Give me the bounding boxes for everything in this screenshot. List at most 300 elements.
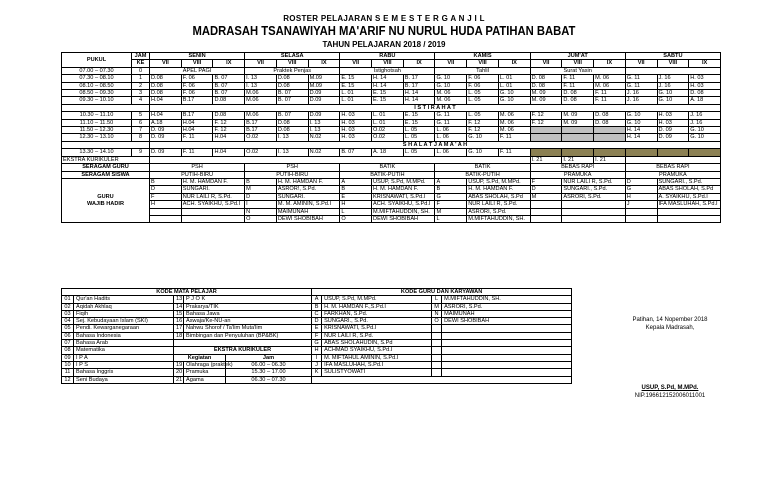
- schedule-cell: G. 11: [625, 82, 657, 89]
- schedule-cell: [530, 134, 562, 141]
- col-jam: JAM: [132, 53, 150, 60]
- table-cell: [62, 141, 150, 148]
- schedule-cell: F. 12: [467, 127, 499, 134]
- schedule-cell: H. 14: [625, 127, 657, 134]
- ekstra-title: EKSTRA KURIKULER: [174, 347, 312, 354]
- table-cell: [562, 149, 594, 156]
- table-row: [62, 361, 572, 368]
- subject-name: Bahasa Inggris: [74, 369, 174, 376]
- schedule-cell: M.06: [245, 112, 277, 119]
- sign-nip: NIP.196612152006011001: [634, 393, 706, 399]
- time-cell: 08.50 – 09.30: [62, 90, 132, 97]
- teacher-name: [181, 208, 244, 215]
- table-row: [62, 369, 572, 376]
- jam-cell: 5: [132, 112, 150, 119]
- subject-code-title: KODE MATA PELAJAR: [62, 289, 312, 296]
- jam-cell: 7: [132, 127, 150, 134]
- schedule-cell: L. 01: [340, 97, 372, 104]
- teacher-name: H. M. HAMDAN F.: [372, 186, 435, 193]
- schedule-cell: D. 08: [689, 90, 721, 97]
- staff-code: O: [432, 318, 442, 325]
- ekstra-head-kegiatan: Kegiatan: [174, 354, 226, 361]
- subject-code: 10: [62, 361, 74, 368]
- schedule-cell: A.18: [150, 119, 182, 126]
- table-cell: [657, 149, 689, 156]
- schedule-cell: D. 08: [530, 75, 562, 82]
- schedule-cell: M. 09: [562, 112, 594, 119]
- class-header: IX: [403, 60, 435, 67]
- jam-cell: 8: [132, 134, 150, 141]
- table-row: [62, 325, 572, 332]
- schedule-cell: D. 08: [594, 119, 626, 126]
- teacher-name: [562, 208, 625, 215]
- schedule-cell: F. 12: [213, 127, 245, 134]
- schedule-cell: D. 08: [562, 97, 594, 104]
- schedule-cell: G. 10: [625, 112, 657, 119]
- time-cell: 12.30 – 13.10: [62, 134, 132, 141]
- schedule-cell: H.04: [213, 134, 245, 141]
- sign-role: Kepala Madrasah,: [645, 325, 695, 331]
- sign-name: USUP, S.Pd, M.MPd.: [641, 385, 699, 391]
- schedule-cell: F. 12: [467, 119, 499, 126]
- uniform-student: PRAMUKA: [625, 171, 720, 178]
- schedule-cell: M. 06: [594, 75, 626, 82]
- uniform-teacher: BATIK: [340, 164, 435, 171]
- subject-name: Qur'an Hadits: [74, 296, 174, 303]
- uniform-teacher-label: SERAGAM GURU: [62, 164, 150, 171]
- schedule-cell: M. 09: [530, 97, 562, 104]
- subject-code: 16: [174, 318, 184, 325]
- special-activity: Istighotsah: [340, 67, 435, 74]
- ekstra-activity: Olahraga (praktek): [184, 361, 226, 368]
- teacher-name: M. M. AMININ, S.Pd.I: [276, 201, 339, 208]
- schedule-cell: M. 06: [498, 127, 530, 134]
- uniform-teacher: BEBAS RAPI: [625, 164, 720, 171]
- ekstra-activity: Agama: [184, 376, 226, 383]
- ekstra-label: EKSTRA KURIKULER: [62, 156, 150, 163]
- subject-code: 15: [174, 310, 184, 317]
- teacher-code: F: [435, 201, 467, 208]
- staff-name: [442, 347, 572, 354]
- roster-title: ROSTER PELAJARAN S E M E S T E R G A N J I L: [283, 14, 485, 23]
- schedule-cell: H.04: [181, 119, 213, 126]
- schedule-cell: H. 14: [403, 90, 435, 97]
- special-activity: APEL PAGI: [150, 67, 245, 74]
- schedule-cell: H. 03: [340, 112, 372, 119]
- schedule-cell: H. 03: [340, 127, 372, 134]
- schedule-cell: D.09: [308, 112, 340, 119]
- time-cell: 08.10 – 08.50: [62, 82, 132, 89]
- subject-name: Fiqih: [74, 310, 174, 317]
- teacher-code: O: [245, 215, 277, 222]
- teacher-code: B: [245, 178, 277, 185]
- schedule-cell: H. 03: [657, 119, 689, 126]
- table-row: [62, 318, 572, 325]
- schedule-cell: L. 06: [435, 149, 467, 156]
- class-header: IX: [498, 60, 530, 67]
- staff-name: ABAS SHOLAHUDIN, S.Pd: [322, 340, 432, 347]
- uniform-teacher: PSH: [245, 164, 340, 171]
- teacher-code: F: [150, 193, 182, 200]
- teacher-code: H: [340, 201, 372, 208]
- staff-code: [432, 340, 442, 347]
- table-row: [62, 149, 721, 156]
- staff-code: H: [312, 347, 322, 354]
- schedule-cell: N.02: [308, 149, 340, 156]
- table-cell: [530, 149, 562, 156]
- table-cell: [625, 156, 720, 163]
- class-header: VII: [435, 60, 467, 67]
- teacher-name: A. SYAIKHU, S.Pd.I: [657, 193, 721, 200]
- staff-code: B: [312, 303, 322, 310]
- subject-code: 14: [174, 303, 184, 310]
- teacher-name: USUP, S.Pd, M.MPd.: [467, 178, 530, 185]
- schedule-cell: M. 06: [498, 112, 530, 119]
- table-row: [62, 90, 721, 97]
- subject-code: 05: [62, 325, 74, 332]
- class-header: VIII: [276, 60, 308, 67]
- class-header: VII: [245, 60, 277, 67]
- teacher-code: D: [150, 186, 182, 193]
- staff-code: E: [312, 325, 322, 332]
- teacher-name: [181, 215, 244, 222]
- subject-code: 07: [62, 340, 74, 347]
- schedule-cell: O.02: [372, 127, 404, 134]
- staff-name: KRISNAWATI, S.Pd.I: [322, 325, 432, 332]
- schedule-cell: H. 03: [340, 119, 372, 126]
- schedule-cell: I. 13: [245, 82, 277, 89]
- teacher-name: ABAS SHOLAH, S.Pd: [467, 193, 530, 200]
- staff-code: [432, 361, 442, 368]
- table-row: [62, 296, 572, 303]
- teacher-name: ASRORI, S.Pd.: [562, 193, 625, 200]
- subject-code: 18: [174, 332, 184, 339]
- schedule-cell: M. 09: [562, 119, 594, 126]
- staff-code-title: KODE GURU DAN KARYAWAN: [312, 289, 572, 296]
- teacher-name: SUNGARI.: [181, 186, 244, 193]
- schedule-cell: B. 07: [276, 97, 308, 104]
- schedule-cell: F. 11: [498, 149, 530, 156]
- teacher-code: [530, 215, 562, 222]
- day-header: SELASA: [245, 53, 340, 60]
- subject-name: Aswaja/Ke-NU-an: [184, 318, 312, 325]
- subject-name: Pendi. Kewarganegaraan: [74, 325, 174, 332]
- table-row: [62, 354, 572, 361]
- schedule-cell: E. 15: [372, 97, 404, 104]
- teacher-code: L: [435, 215, 467, 222]
- ekstra-time: 06.30 – 07.30: [226, 376, 312, 383]
- uniform-student-label: SERAGAM SISWA: [62, 171, 150, 178]
- school-name: MADRASAH TSANAWIYAH MA'ARIF NU NURUL HUDA PATIHAN BABAT: [192, 24, 576, 38]
- schedule-cell: J. 16: [625, 97, 657, 104]
- sign-place-date: Patihan, 14 Nopember 2018: [632, 317, 708, 323]
- schedule-cell: E. 15: [403, 112, 435, 119]
- schedule-cell: D. 09: [657, 127, 689, 134]
- schedule-cell: [562, 134, 594, 141]
- schedule-cell: G. 10: [498, 90, 530, 97]
- subject-name: I P S: [74, 361, 174, 368]
- subject-name: Matematika: [74, 347, 174, 354]
- schedule-cell: M.09: [308, 75, 340, 82]
- ekstra-cell: I. 21: [562, 156, 594, 163]
- subject-code: 01: [62, 296, 74, 303]
- schedule-cell: D. 09: [150, 127, 182, 134]
- subject-code: 08: [62, 347, 74, 354]
- schedule-cell: L. 05: [467, 112, 499, 119]
- table-cell: [625, 149, 657, 156]
- teacher-name: ASROR!, S.Pd.: [276, 186, 339, 193]
- schedule-cell: D.08: [276, 119, 308, 126]
- schedule-cell: B. 07: [276, 112, 308, 119]
- subject-code: 21: [174, 376, 184, 383]
- schedule-cell: D.08: [150, 90, 182, 97]
- table-row: [62, 60, 721, 67]
- teacher-code: [625, 208, 657, 215]
- class-header: IX: [594, 60, 626, 67]
- teacher-name: DEWI SHOBIBAH: [276, 215, 339, 222]
- uniform-student: PUTIH-BIRU: [245, 171, 340, 178]
- schedule-cell: G. 10: [467, 134, 499, 141]
- table-row: [62, 75, 721, 82]
- time-cell: 13.30 – 14.10: [62, 149, 132, 156]
- schedule-cell: M. 06: [594, 82, 626, 89]
- staff-code: N: [432, 310, 442, 317]
- teacher-code: H: [150, 201, 182, 208]
- schedule-cell: B. 07: [213, 82, 245, 89]
- teacher-code: H: [625, 193, 657, 200]
- subject-code: 09: [62, 354, 74, 361]
- staff-name: [442, 361, 572, 368]
- staff-name: [442, 332, 572, 339]
- teacher-code: M: [245, 186, 277, 193]
- teacher-code: E: [340, 193, 372, 200]
- staff-code: L: [432, 296, 442, 303]
- staff-name: [442, 369, 572, 376]
- teacher-code: M: [530, 193, 562, 200]
- schedule-cell: I. 13: [276, 149, 308, 156]
- schedule-cell: H. 03: [657, 112, 689, 119]
- class-header: VII: [150, 60, 182, 67]
- schedule-cell: E. 15: [340, 75, 372, 82]
- class-header: VII: [530, 60, 562, 67]
- teacher-name: [657, 208, 721, 215]
- uniform-student: BATIK-PUTIH: [435, 171, 530, 178]
- schedule-cell: L. 01: [340, 90, 372, 97]
- staff-code: [432, 325, 442, 332]
- schedule-cell: L. 01: [372, 112, 404, 119]
- schedule-cell: L. 06: [435, 127, 467, 134]
- schedule-cell: B.17: [245, 119, 277, 126]
- schedule-cell: D. 08: [562, 90, 594, 97]
- staff-code: J: [312, 361, 322, 368]
- staff-code: I: [312, 354, 322, 361]
- subject-name: Aqidah Akhlaq: [74, 303, 174, 310]
- schedule-cell: O.02: [245, 134, 277, 141]
- table-row: [62, 104, 721, 111]
- time-cell: 10.30 – 11.10: [62, 112, 132, 119]
- table-row: [62, 119, 721, 126]
- subject-code: 03: [62, 310, 74, 317]
- schedule-cell: M.06: [245, 90, 277, 97]
- staff-name: IFA MASLUHAH, S.Pd.I: [322, 361, 432, 368]
- schedule-cell: F. 11: [562, 82, 594, 89]
- table-row: [62, 53, 721, 60]
- day-header: RABU: [340, 53, 435, 60]
- table-cell: [312, 376, 572, 383]
- schedule-cell: B. 07: [340, 149, 372, 156]
- schedule-cell: L. 06: [435, 134, 467, 141]
- staff-code: [432, 332, 442, 339]
- class-header: VII: [625, 60, 657, 67]
- schedule-cell: M. 06: [435, 97, 467, 104]
- table-row: [62, 215, 721, 222]
- teacher-code: A: [340, 178, 372, 185]
- table-row: [62, 171, 721, 178]
- subject-name: Bimbingan dan Penyuluhan (BP&BK): [184, 332, 312, 339]
- schedule-cell: L. 01: [372, 119, 404, 126]
- table-row: [62, 303, 572, 310]
- teacher-code: B: [340, 186, 372, 193]
- subject-code: 11: [62, 369, 74, 376]
- teacher-name: MAIMUNAH: [276, 208, 339, 215]
- staff-code: A: [312, 296, 322, 303]
- schedule-cell: B. 07: [276, 90, 308, 97]
- teacher-name: SUNGARI., S.Pd.: [657, 178, 721, 185]
- schedule-cell: D.08: [276, 127, 308, 134]
- teacher-name: SUNGARI., S.Pd.: [562, 186, 625, 193]
- col-pukul: PUKUL: [62, 53, 132, 68]
- teacher-name: ASRORI, S.Pd.: [467, 208, 530, 215]
- schedule-cell: H. 03: [689, 75, 721, 82]
- schedule-cell: E. 15: [340, 82, 372, 89]
- schedule-cell: F. 11: [181, 149, 213, 156]
- jam-cell: 9: [132, 149, 150, 156]
- schedule-cell: D.08: [150, 82, 182, 89]
- schedule-cell: G. 10: [689, 127, 721, 134]
- table-row: [62, 156, 721, 163]
- teacher-code: B: [150, 178, 182, 185]
- schedule-cell: B. 17: [403, 82, 435, 89]
- subject-name: Sej. Kebudayaan Islam (SKI): [74, 318, 174, 325]
- teacher-code: G: [435, 193, 467, 200]
- subject-name: Seni Budaya: [74, 376, 174, 383]
- jam-cell: 0: [132, 67, 150, 74]
- schedule-cell: I. 13: [276, 134, 308, 141]
- schedule-cell: M. 09: [530, 90, 562, 97]
- subject-name: Bahasa Jawa: [184, 310, 312, 317]
- uniform-student: PRAMUKA: [530, 171, 625, 178]
- schedule-cell: D. 08: [530, 82, 562, 89]
- schedule-cell: G. 10: [657, 90, 689, 97]
- schedule-cell: H.04: [213, 149, 245, 156]
- table-cell: [689, 149, 721, 156]
- schedule-cell: G. 10: [657, 97, 689, 104]
- schedule-cell: F. 11: [181, 134, 213, 141]
- schedule-cell: J. 16: [689, 112, 721, 119]
- subject-code: 20: [174, 369, 184, 376]
- schedule-cell: D.09: [308, 97, 340, 104]
- ekstra-cell: I. 21: [594, 156, 626, 163]
- teacher-code: [530, 201, 562, 208]
- subject-code: 04: [62, 318, 74, 325]
- teacher-code: M: [435, 208, 467, 215]
- uniform-teacher: BEBAS RAPI: [530, 164, 625, 171]
- day-header: KAMIS: [435, 53, 530, 60]
- teacher-code: [530, 208, 562, 215]
- special-activity: Surat Yasin: [530, 67, 625, 74]
- class-header: IX: [689, 60, 721, 67]
- code-table: [61, 288, 572, 384]
- schedule-cell: E. 15: [403, 119, 435, 126]
- teacher-code: [625, 215, 657, 222]
- schedule-cell: H. 14: [403, 97, 435, 104]
- schedule-cell: F. 11: [562, 75, 594, 82]
- schedule-cell: M.06: [245, 97, 277, 104]
- duty-teacher-label-line: GURU: [97, 194, 114, 201]
- subject-code: 02: [62, 303, 74, 310]
- subject-code: 19: [174, 361, 184, 368]
- teacher-code: [150, 215, 182, 222]
- time-cell: 11.50 – 12.30: [62, 127, 132, 134]
- staff-name: SULISTYOWATI: [322, 369, 432, 376]
- class-header: VIII: [181, 60, 213, 67]
- ekstra-head-jam: Jam: [226, 354, 312, 361]
- schedule-cell: D.08: [213, 97, 245, 104]
- class-header: VIII: [372, 60, 404, 67]
- duty-teacher-label-line: WAJIB HADIR: [87, 200, 124, 207]
- schedule-cell: G. 10: [435, 82, 467, 89]
- time-cell: 09.30 – 10.10: [62, 97, 132, 104]
- table-row: [62, 193, 721, 200]
- teacher-name: SUNGARI.: [276, 193, 339, 200]
- uniform-teacher: BATIK: [435, 164, 530, 171]
- schedule-cell: L. 01: [498, 82, 530, 89]
- teacher-name: ABAS SHOLAH, S.Pd: [657, 186, 721, 193]
- day-header: SENIN: [150, 53, 245, 60]
- teacher-code: O: [340, 215, 372, 222]
- schedule-cell: F. 11: [594, 97, 626, 104]
- jam-cell: 4: [132, 97, 150, 104]
- subject-name: Prakarya/TIK: [184, 303, 312, 310]
- schedule-cell: G. 10: [467, 149, 499, 156]
- schedule-cell: F. 12: [530, 112, 562, 119]
- table-cell: [625, 67, 720, 74]
- schedule-cell: N.02: [308, 134, 340, 141]
- schedule-cell: G. 10: [689, 134, 721, 141]
- teacher-name: ACH. SYAIKHU, S.Pd.I: [181, 201, 244, 208]
- staff-code: K: [312, 369, 322, 376]
- teacher-code: D: [530, 186, 562, 193]
- teacher-name: H. M. HAMDAN F.: [276, 178, 339, 185]
- teacher-name: [562, 201, 625, 208]
- ekstra-time: 15.30 – 17.00: [226, 369, 312, 376]
- academic-year: TAHUN PELAJARAN 2018 / 2019: [322, 40, 446, 49]
- table-row: [62, 178, 721, 185]
- schedule-cell: I. 13: [308, 127, 340, 134]
- schedule-cell: L. 05: [467, 97, 499, 104]
- subject-code: 12: [62, 376, 74, 383]
- schedule-cell: L. 05: [403, 149, 435, 156]
- staff-name: FARKHAN, S.Pd.: [322, 310, 432, 317]
- signature-block: [580, 316, 760, 400]
- day-header: JUM'AT: [530, 53, 625, 60]
- staff-name: M. MIFTAHUL AMININ, S.Pd.I: [322, 354, 432, 361]
- schedule-cell: D. 09: [657, 134, 689, 141]
- schedule-cell: [562, 127, 594, 134]
- schedule-cell: D.08: [276, 75, 308, 82]
- teacher-name: NUR LAILI R, S.Pd.: [562, 178, 625, 185]
- staff-code: [432, 354, 442, 361]
